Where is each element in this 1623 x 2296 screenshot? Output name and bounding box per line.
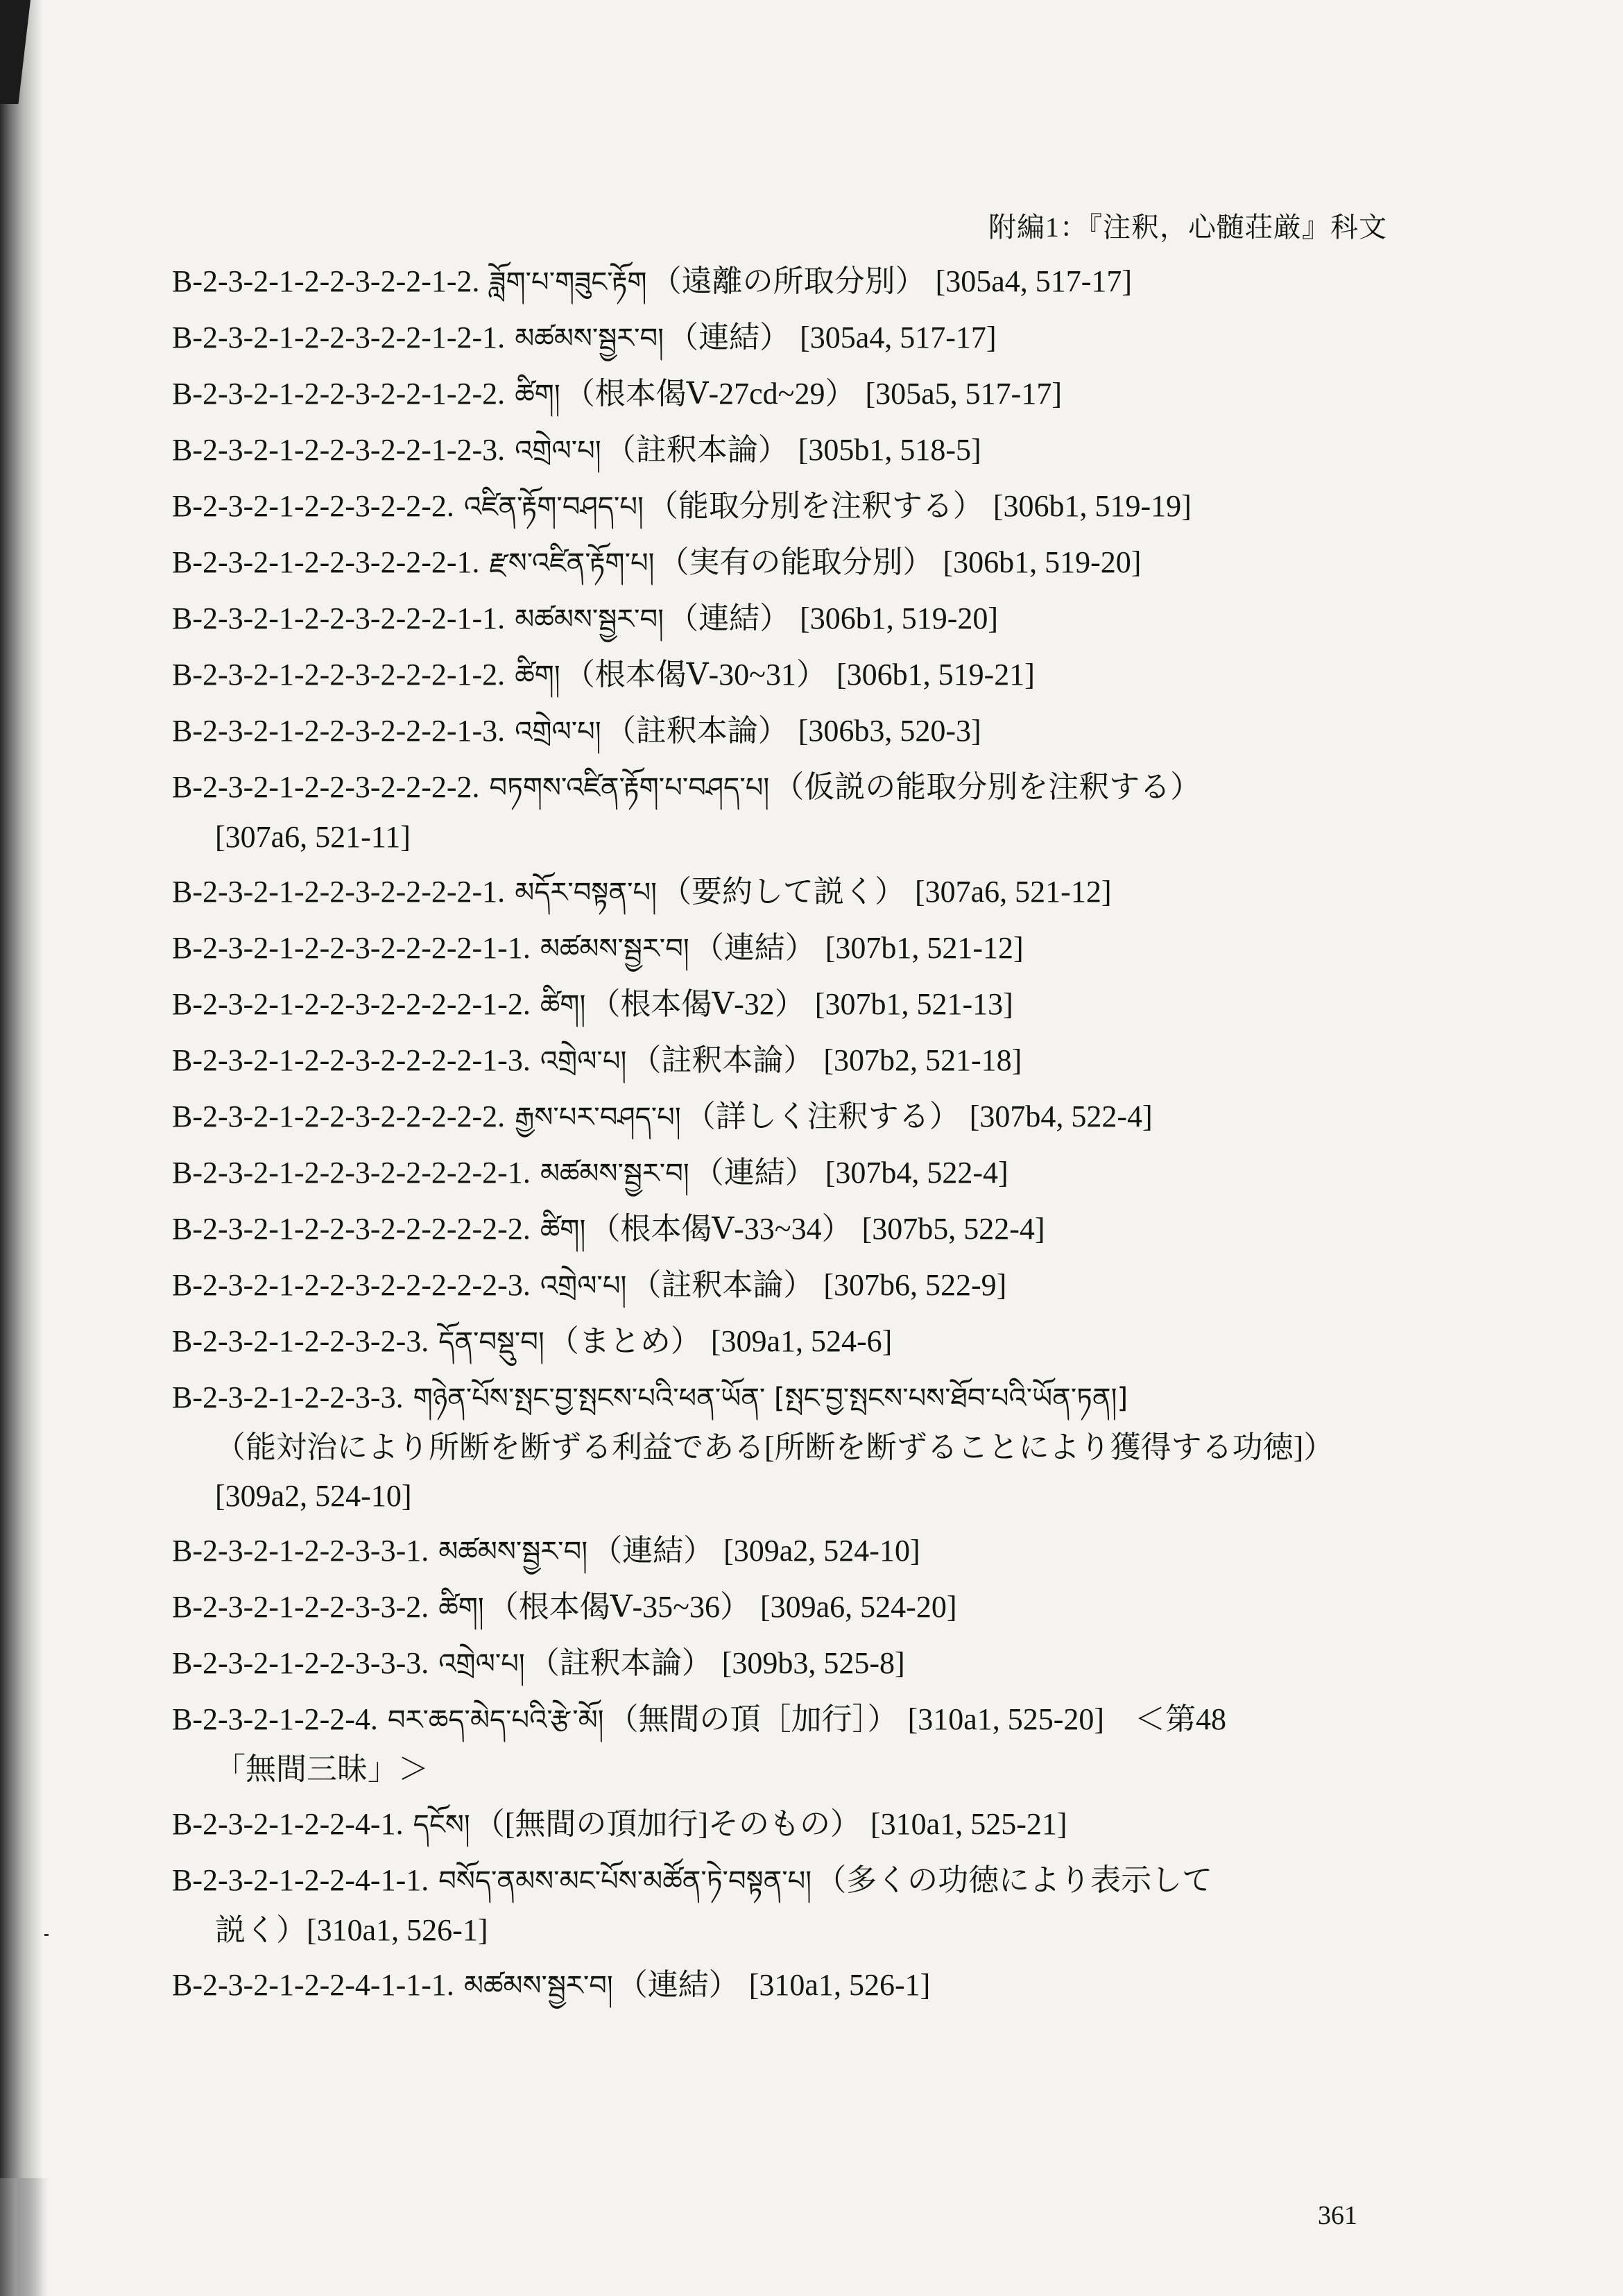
entry-reference: [309b3, 525-8] [721,1646,905,1680]
outline-entry [172,1314,1476,1370]
entry-gloss: （根本偈Ⅴ-30~31） [564,658,827,692]
entry-gloss: （多くの功徳により表示して [816,1863,1213,1897]
entry-gloss: （詳しく注釈する） [685,1099,960,1133]
entry-tibetan-title: བཏགས་འཛིན་རྟོག་པ་བཤད་པ། [489,772,770,804]
entry-reference: [307b4, 522-4] [825,1156,1008,1190]
entry-code: B-2-3-2-1-2-2-3-2-2-2-1. [172,545,480,579]
entry-code: B-2-3-2-1-2-2-3-2-2-2-1-3. [172,714,506,748]
outline-entry [172,422,1476,479]
entry-tibetan-title: བར་ཆད་མེད་པའི་རྩེ་མོ། [387,1704,604,1736]
entry-continuation: [309a2, 524-10] [215,1479,412,1513]
entry-tibetan-title: རྒྱས་པར་བཤད་པ། [515,1102,681,1133]
entry-code: B-2-3-2-1-2-2-3-2-2-2-1-2. [172,658,506,692]
entry-code: B-2-3-2-1-2-2-3-2-2-2-2-2-2. [172,1212,531,1246]
entry-reference: [309a2, 524-10] [723,1534,920,1568]
entry-code: B-2-3-2-1-2-2-3-2-2-2-2-2-1. [172,1156,531,1190]
outline-entry [172,1089,1476,1145]
entry-code: B-2-3-2-1-2-2-3-2-2-2-2. [172,770,480,804]
entry-tibetan-title: དོན་བསྡུ་བ། [438,1326,544,1358]
outline-entry [172,1258,1476,1314]
outline-entry [172,1145,1476,1201]
entry-code: B-2-3-2-1-2-2-3-2-2-1-2-2. [172,377,506,411]
outline-entry [172,1853,1476,1952]
entry-tibetan-title: ཚིག། [438,1592,484,1624]
outline-entry [172,1579,1476,1636]
entry-tibetan-title: མཚམས་སྦྱར་བ། [515,323,664,354]
outline-entry [172,366,1476,422]
outline-entry [172,479,1476,535]
entry-code: B-2-3-2-1-2-2-3-2-2-2-2-2. [172,1099,506,1133]
entry-code: B-2-3-2-1-2-2-3-3. [172,1380,404,1414]
running-head: 附編1：『注釈，心髄荘厳』科文 [988,212,1387,243]
entry-reference: [307b4, 522-4] [969,1099,1153,1133]
entry-code: B-2-3-2-1-2-2-4-1. [172,1807,404,1841]
entry-tibetan-title: ཚིག། [515,379,560,411]
entry-reference: [310a1, 525-21] [870,1807,1067,1841]
entry-code: B-2-3-2-1-2-2-3-2-2-1-2-3. [172,433,506,467]
entry-gloss: （実有の能取分別） [658,545,934,579]
entry-tibetan-title: རྫས་འཛིན་རྟོག་པ། [489,547,655,579]
entry-reference: [305a5, 517-17] [865,377,1062,411]
entry-reference: [309a1, 524-6] [710,1324,893,1358]
outline-entry [172,1033,1476,1089]
entry-gloss: （註釈本論） [630,1268,814,1302]
outline-entry [172,703,1476,760]
entry-tibetan-title: མཚམས་སྦྱར་བ། [463,1970,613,2002]
binding-shadow-bottom [0,2178,49,2296]
entry-code: B-2-3-2-1-2-2-4-1-1. [172,1863,429,1897]
entry-tibetan-title: འགྲེལ་པ། [438,1648,525,1680]
entry-gloss: （無間の頂［加行］） [608,1702,898,1736]
entry-tibetan-title: མཚམས་སྦྱར་བ། [540,1158,689,1190]
entry-code: B-2-3-2-1-2-2-3-3-1. [172,1534,429,1568]
entry-tibetan-title: བསོད་ནམས་མང་པོས་མཚོན་ཏེ་བསྟན་པ། [438,1865,812,1897]
outline-entry [172,1797,1476,1853]
page-number: 361 [1318,2201,1357,2230]
entry-reference: [307b1, 521-13] [814,987,1013,1021]
outline-entry [172,760,1476,859]
entry-gloss: （註釈本論） [529,1646,712,1680]
entry-gloss: （根本偈Ⅴ-32） [590,987,805,1021]
entry-gloss: （連結） [693,1156,816,1190]
entry-reference: [307b5, 522-4] [861,1212,1045,1246]
entry-continuation: 説く）[310a1, 526-1] [215,1913,488,1947]
entry-reference: [306b1, 519-20] [943,545,1142,579]
entry-tibetan-title: གཉེན་པོས་སྤང་བྱ་སྤངས་པའི་ཕན་ཡོན་ [སྤང་བྱ་སྤངས་པས་ཐོབ་པའི་ཡོན་ཏན།] [413,1382,1128,1414]
entry-gloss: （要約して説く） [661,875,905,909]
binding-shadow [0,0,43,2296]
outline-entry [172,920,1476,977]
entry-reference: [307b2, 521-18] [823,1043,1022,1077]
entry-tibetan-title: མཚམས་སྦྱར་བ། [515,603,664,635]
entry-gloss: （根本偈Ⅴ-27cd~29） [564,377,856,411]
entry-gloss: （註釈本論） [605,714,789,748]
entry-continuation: 「無間三昧」＞ [215,1752,429,1786]
outline-entries [172,254,1476,2014]
entry-gloss: （連結） [693,931,816,965]
entry-tibetan-title: ཚིག། [540,1214,586,1246]
entry-gloss: （註釈本論） [630,1043,814,1077]
outline-entry [172,535,1476,591]
entry-gloss: （遠離の所取分別） [651,264,926,298]
entry-tibetan-title: མཚམས་སྦྱར་བ། [438,1536,588,1568]
entry-code: B-2-3-2-1-2-2-3-3-3. [172,1646,429,1680]
entry-code: B-2-3-2-1-2-2-3-2-2-1-2. [172,264,480,298]
outline-entry [172,977,1476,1033]
entry-tibetan-title: ཟློག་པ་གཟུང་རྟོག [489,266,647,298]
entry-code: B-2-3-2-1-2-2-3-2-2-2-2-2-3. [172,1268,531,1302]
entry-tibetan-title: མདོར་བསྟན་པ། [515,877,657,909]
outline-entry [172,1523,1476,1579]
entry-reference: [309a6, 524-20] [759,1590,957,1624]
entry-reference: [305a4, 517-17] [935,264,1133,298]
entry-gloss: （連結） [668,320,791,354]
entry-tibetan-title: འགྲེལ་པ། [540,1270,627,1302]
outline-entry [172,1957,1476,2014]
entry-gloss: （能取分別を注釈する） [647,489,984,523]
entry-gloss: （註釈本論） [605,433,789,467]
scan-speck [44,1934,49,1936]
entry-gloss: （根本偈Ⅴ-33~34） [590,1212,852,1246]
outline-entry [172,591,1476,647]
entry-code: B-2-3-2-1-2-2-3-2-2-2. [172,489,454,523]
entry-code: B-2-3-2-1-2-2-3-2-2-2-1-1. [172,601,506,635]
entry-tibetan-title: འགྲེལ་པ། [540,1045,627,1077]
outline-entry [172,647,1476,703]
entry-reference: [310a1, 526-1] [748,1968,931,2002]
entry-code: B-2-3-2-1-2-2-3-2-2-2-2-1-3. [172,1043,531,1077]
entry-gloss: （根本偈Ⅴ-35~36） [488,1590,750,1624]
entry-reference: [305a4, 517-17] [800,320,997,354]
outline-entry [172,1201,1476,1258]
entry-reference: [306b1, 519-19] [993,489,1192,523]
entry-gloss: （仮説の能取分別を注釈する） [773,770,1201,804]
entry-tibetan-title: འགྲེལ་པ། [515,435,601,467]
entry-reference: [306b3, 520-3] [798,714,981,748]
entry-tibetan-title: དངོས། [413,1809,470,1841]
entry-code: B-2-3-2-1-2-2-3-3-2. [172,1590,429,1624]
entry-gloss: （連結） [668,601,791,635]
entry-tibetan-title: འཛིན་རྟོག་བཤད་པ། [463,491,644,523]
entry-reference: [307b6, 522-9] [823,1268,1007,1302]
entry-continuation: [307a6, 521-11] [215,820,411,854]
entry-tibetan-title: མཚམས་སྦྱར་བ། [540,933,689,965]
entry-reference: [307a6, 521-12] [915,875,1112,909]
entry-reference: [306b1, 519-20] [800,601,999,635]
outline-entry [172,864,1476,920]
entry-code: B-2-3-2-1-2-2-4. [172,1702,378,1736]
entry-tibetan-title: ཚིག། [515,660,560,692]
entry-gloss: （連結） [617,1968,739,2002]
entry-code: B-2-3-2-1-2-2-3-2-2-2-2-1-2. [172,987,531,1021]
outline-entry [172,1692,1476,1791]
outline-entry [172,1636,1476,1692]
entry-reference: [306b1, 519-21] [836,658,1035,692]
outline-entry [172,254,1476,310]
entry-reference: [307b1, 521-12] [825,931,1024,965]
entry-gloss: （まとめ） [548,1324,701,1358]
entry-code: B-2-3-2-1-2-2-4-1-1-1. [172,1968,454,2002]
entry-gloss: （連結） [592,1534,714,1568]
entry-code: B-2-3-2-1-2-2-3-2-2-2-2-1-1. [172,931,531,965]
entry-reference: [305b1, 518-5] [798,433,981,467]
entry-reference: [310a1, 525-20] ＜第48 [907,1702,1227,1736]
entry-tibetan-title: འགྲེལ་པ། [515,716,601,748]
entry-gloss: （[無間の頂加行]そのもの） [474,1807,861,1841]
entry-code: B-2-3-2-1-2-2-3-2-2-1-2-1. [172,320,506,354]
entry-code: B-2-3-2-1-2-2-3-2-2-2-2-1. [172,875,506,909]
entry-continuation: （能対治により所断を断ずる利益である[所断を断ずることにより獲得する功徳]） [215,1430,1334,1464]
outline-entry [172,310,1476,366]
entry-tibetan-title: ཚིག། [540,989,586,1021]
entry-code: B-2-3-2-1-2-2-3-2-3. [172,1324,429,1358]
outline-entry [172,1370,1476,1518]
